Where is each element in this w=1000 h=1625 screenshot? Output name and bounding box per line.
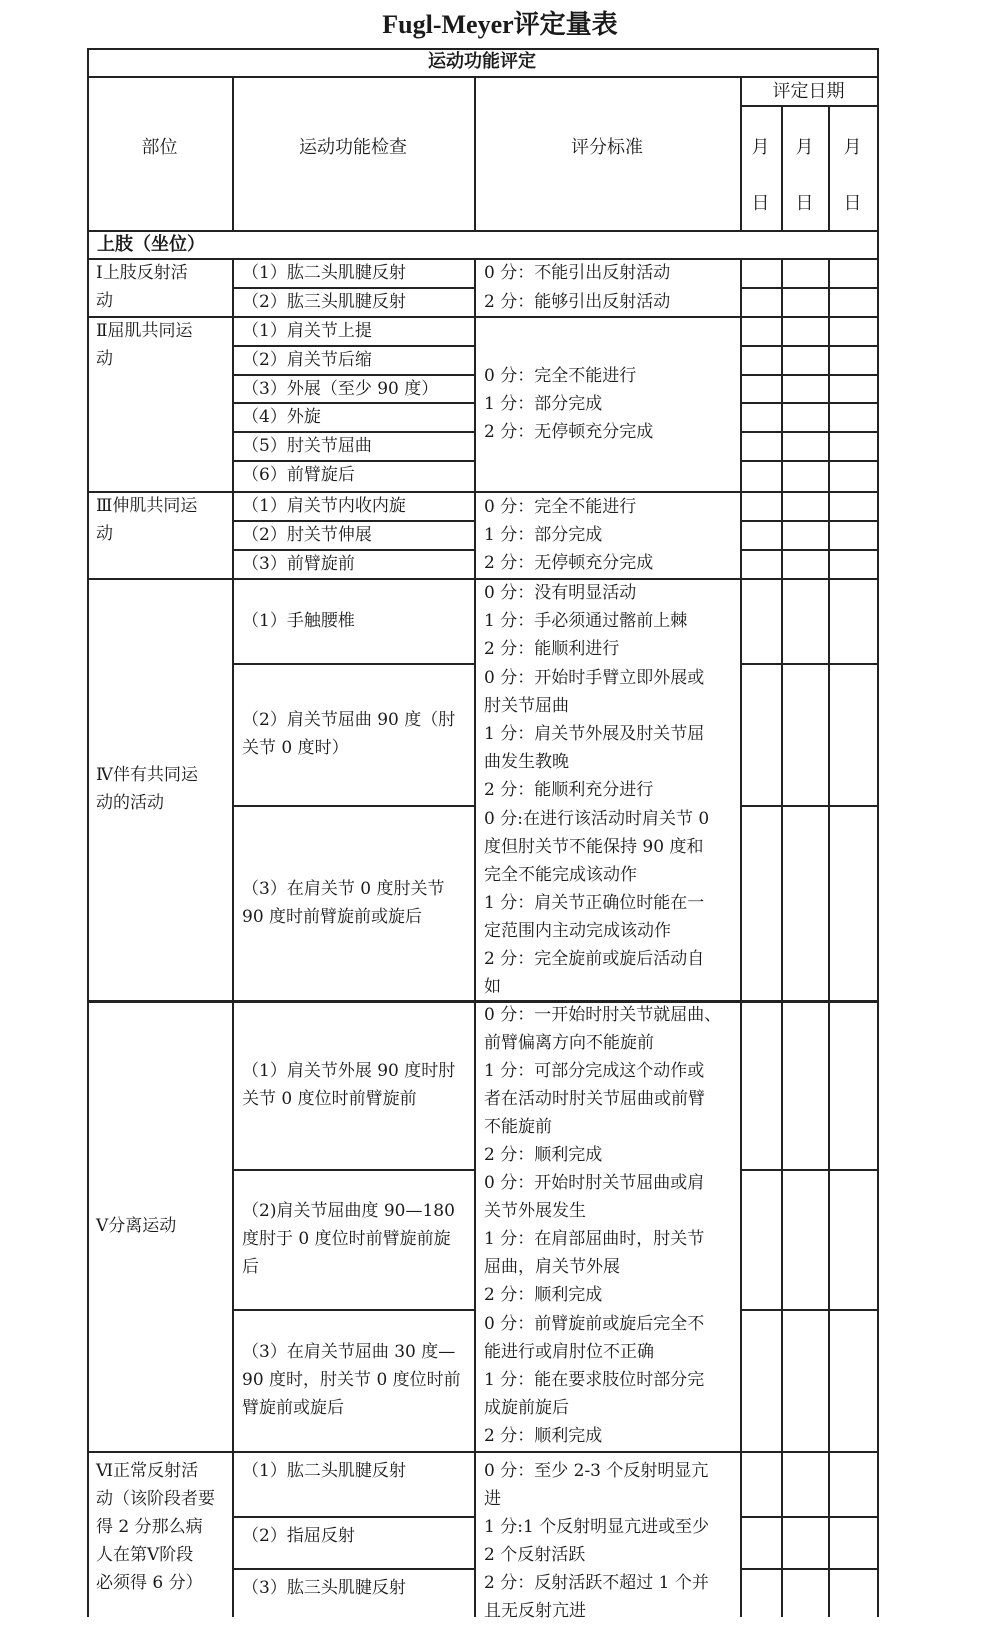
header-month: 月 <box>795 137 814 158</box>
exam-item: （3）在肩关节 0 度肘关节 <box>242 878 445 899</box>
exam-item: （2）肱三头肌腱反射 <box>242 292 406 312</box>
criteria-text: 1 分：部分完成 <box>484 524 603 545</box>
table-rule-horizontal <box>740 431 877 433</box>
table-rule-vertical <box>828 491 830 578</box>
criteria-text: 2 分：无停顿充分完成 <box>484 552 654 573</box>
part-label: Ⅲ伸肌共同运 <box>96 496 198 516</box>
exam-item: 关节 0 度位时前臂旋前 <box>242 1088 417 1109</box>
criteria-text: 0 分：开始时手臂立即外展或 <box>484 668 705 688</box>
table-rule-horizontal <box>232 663 474 665</box>
table-rule-vertical <box>87 48 89 1617</box>
exam-item: （1）肱二头肌腱反射 <box>242 263 406 283</box>
table-rule-horizontal <box>87 258 877 260</box>
criteria-text: 能进行或肩肘位不正确 <box>484 1342 654 1362</box>
criteria-text: 0 分：不能引出反射活动 <box>484 263 671 283</box>
table-rule-vertical <box>232 578 234 1000</box>
criteria-text: 2 分：能够引出反射活动 <box>484 292 671 312</box>
table-rule-vertical <box>781 1451 783 1617</box>
table-rule-vertical <box>781 578 783 1000</box>
criteria-text: 2 分：无停顿充分完成 <box>484 421 654 442</box>
exam-item: （2）指屈反射 <box>242 1526 355 1546</box>
table-rule-horizontal <box>740 402 877 404</box>
table-rule-horizontal <box>87 1451 877 1453</box>
table-rule-vertical <box>781 1000 783 1451</box>
criteria-text: 1 分：肩关节正确位时能在一 <box>484 892 705 913</box>
header-date: 评定日期 <box>772 81 845 102</box>
table-rule-horizontal <box>740 805 877 807</box>
criteria-text: 2 分：完全旋前或旋后活动自 <box>484 948 705 969</box>
table-rule-horizontal <box>232 1169 474 1171</box>
table-rule-vertical <box>232 491 234 578</box>
part-label: Ⅱ屈肌共同运 <box>96 321 193 341</box>
criteria-text: 度但肘关节不能保持 90 度和 <box>484 836 704 857</box>
exam-item: （1）肱二头肌腱反射 <box>242 1461 406 1481</box>
table-rule-vertical <box>474 578 476 1000</box>
part-label: 必须得 6 分） <box>96 1573 203 1593</box>
table-rule-vertical <box>232 1000 234 1451</box>
criteria-text: 1 分：在肩部屈曲时，肘关节 <box>484 1229 705 1249</box>
criteria-text: 不能旋前 <box>484 1116 552 1137</box>
table-rule-horizontal <box>740 374 877 376</box>
table-rule-horizontal <box>87 316 877 318</box>
table-rule-horizontal <box>87 491 877 493</box>
exam-item: （1）手触腰椎 <box>242 610 355 631</box>
table-rule-vertical <box>474 1451 476 1617</box>
criteria-text: 0 分：开始时肘关节屈曲或肩 <box>484 1173 705 1193</box>
exam-item: （3）在肩关节屈曲 30 度— <box>242 1342 456 1362</box>
table-rule-horizontal <box>232 805 474 807</box>
table-rule-horizontal <box>740 460 877 462</box>
criteria-text: 关节外展发生 <box>484 1201 586 1221</box>
part-label: 动 <box>96 291 113 311</box>
table-rule-horizontal <box>740 1309 877 1311</box>
part-label: Ⅰ上肢反射活 <box>96 263 188 283</box>
table-rule-vertical <box>781 316 783 491</box>
exam-item: （6）前臂旋后 <box>242 465 355 485</box>
criteria-text: 0 分：至少 2-3 个反射明显亢 <box>484 1461 709 1481</box>
table-rule-vertical <box>740 1451 742 1617</box>
table-rule-horizontal <box>740 549 877 551</box>
criteria-text: 0 分:在进行该活动时肩关节 0 <box>484 808 710 829</box>
criteria-text: 2 分：反射活跃不超过 1 个并 <box>484 1573 709 1593</box>
exam-item: （2)肩关节屈曲度 90—180 <box>242 1201 455 1221</box>
exam-item: （3）外展（至少 90 度） <box>242 379 439 399</box>
table-rule-vertical <box>232 1451 234 1617</box>
exam-item: （2）肘关节伸展 <box>242 525 372 545</box>
part-label: 动（该阶段者要 <box>96 1489 215 1509</box>
part-label: 人在第Ⅴ阶段 <box>96 1545 194 1565</box>
exam-item: （2）肩关节屈曲 90 度（肘 <box>242 710 456 730</box>
criteria-text: 曲发生教晚 <box>484 752 569 772</box>
table-rule-vertical <box>474 491 476 578</box>
header-part: 部位 <box>141 137 178 158</box>
table-rule-vertical <box>740 1000 742 1451</box>
criteria-text: 2 分：顺利完成 <box>484 1426 603 1446</box>
table-rule-horizontal <box>740 1516 877 1518</box>
table-rule-vertical <box>828 1000 830 1451</box>
header-month: 月 <box>751 137 770 158</box>
criteria-text: 完全不能完成该动作 <box>484 864 637 885</box>
exam-item: （3）前臂旋前 <box>242 554 355 574</box>
criteria-text: 2 分：能顺利进行 <box>484 638 620 659</box>
criteria-text: 2 分：顺利完成 <box>484 1285 603 1305</box>
criteria-text: 0 分：完全不能进行 <box>484 365 637 386</box>
part-label: Ⅵ正常反射活 <box>96 1461 199 1481</box>
header-criteria: 评分标准 <box>571 137 643 158</box>
criteria-text: 1 分:1 个反射明显亢进或至少 <box>484 1517 710 1537</box>
table-title: 运动功能评定 <box>428 51 536 72</box>
part-label: 动 <box>96 349 113 369</box>
criteria-text: 0 分：没有明显活动 <box>484 582 637 603</box>
criteria-text: 成旋前旋后 <box>484 1398 569 1418</box>
criteria-text: 1 分：部分完成 <box>484 393 603 414</box>
exam-item: （1）肩关节内收内旋 <box>242 496 406 516</box>
table-rule-vertical <box>877 48 879 1617</box>
criteria-text: 2 分：顺利完成 <box>484 1144 603 1165</box>
exam-item: （1）肩关节上提 <box>242 321 372 341</box>
part-label: Ⅴ分离运动 <box>96 1215 177 1236</box>
table-rule-vertical <box>474 258 476 316</box>
table-rule-vertical <box>740 316 742 491</box>
exam-item: 关节 0 度时） <box>242 738 349 758</box>
table-rule-vertical <box>474 1000 476 1451</box>
criteria-text: 如 <box>484 976 501 997</box>
criteria-text: 进 <box>484 1489 501 1509</box>
part-label: 得 2 分那么病 <box>96 1517 203 1537</box>
header-day: 日 <box>843 193 862 214</box>
criteria-text: 1 分：肩关节外展及肘关节屈 <box>484 724 705 744</box>
criteria-text: 0 分：一开始时肘关节就屈曲、 <box>484 1004 722 1025</box>
criteria-text: 且无反射亢进 <box>484 1601 586 1621</box>
table-rule-vertical <box>828 578 830 1000</box>
criteria-text: 1 分：手必须通过髂前上棘 <box>484 610 688 631</box>
criteria-text: 2 个反射活跃 <box>484 1545 586 1565</box>
table-rule-horizontal <box>740 1568 877 1570</box>
table-rule-horizontal <box>232 1309 474 1311</box>
criteria-text: 屈曲，肩关节外展 <box>484 1257 620 1277</box>
table-rule-vertical <box>828 1451 830 1617</box>
table-rule-vertical <box>740 578 742 1000</box>
exam-item: 臂旋前或旋后 <box>242 1398 344 1418</box>
criteria-text: 肘关节屈曲 <box>484 696 569 716</box>
table-rule-horizontal <box>87 1000 877 1003</box>
exam-item: 后 <box>242 1257 259 1277</box>
part-label: 动的活动 <box>96 793 164 813</box>
part-label: 动 <box>96 524 113 544</box>
table-rule-vertical <box>474 316 476 491</box>
table-rule-horizontal <box>232 1568 474 1570</box>
header-day: 日 <box>751 193 770 214</box>
section-label: 上肢（坐位） <box>97 234 205 255</box>
table-rule-vertical <box>232 316 234 491</box>
part-label: Ⅳ伴有共同运 <box>96 765 198 785</box>
table-rule-horizontal <box>740 345 877 347</box>
criteria-text: 1 分：可部分完成这个动作或 <box>484 1060 705 1081</box>
exam-item: （3）肱三头肌腱反射 <box>242 1578 406 1598</box>
table-rule-horizontal <box>232 1516 474 1518</box>
exam-item: （2）肩关节后缩 <box>242 350 372 370</box>
table-rule-vertical <box>781 491 783 578</box>
exam-item: （4）外旋 <box>242 407 321 427</box>
header-month: 月 <box>843 137 862 158</box>
criteria-text: 前臂偏离方向不能旋前 <box>484 1032 654 1053</box>
table-rule-vertical <box>740 491 742 578</box>
criteria-text: 0 分：前臂旋前或旋后完全不 <box>484 1314 705 1334</box>
table-rule-horizontal <box>740 663 877 665</box>
table-rule-vertical <box>828 316 830 491</box>
criteria-text: 0 分：完全不能进行 <box>484 496 637 517</box>
exam-item: （1）肩关节外展 90 度时肘 <box>242 1060 456 1081</box>
criteria-text: 1 分：能在要求肢位时部分完 <box>484 1370 705 1390</box>
table-rule-horizontal <box>87 578 877 580</box>
header-exam: 运动功能检查 <box>299 137 407 158</box>
table-rule-horizontal <box>87 230 877 232</box>
exam-item: （5）肘关节屈曲 <box>242 436 372 456</box>
table-rule-horizontal <box>740 287 877 289</box>
header-day: 日 <box>795 193 814 214</box>
criteria-text: 2 分：能顺利充分进行 <box>484 780 654 800</box>
page-title: Fugl-Meyer评定量表 <box>382 10 618 39</box>
table-rule-horizontal <box>740 520 877 522</box>
exam-item: 90 度时前臂旋前或旋后 <box>242 906 423 927</box>
criteria-text: 者在活动时肘关节屈曲或前臂 <box>484 1088 705 1109</box>
table-rule-horizontal <box>740 1169 877 1171</box>
exam-item: 度肘于 0 度位时前臂旋前旋 <box>242 1229 451 1249</box>
exam-item: 90 度时，肘关节 0 度位时前 <box>242 1370 461 1390</box>
criteria-text: 定范围内主动完成该动作 <box>484 920 671 941</box>
